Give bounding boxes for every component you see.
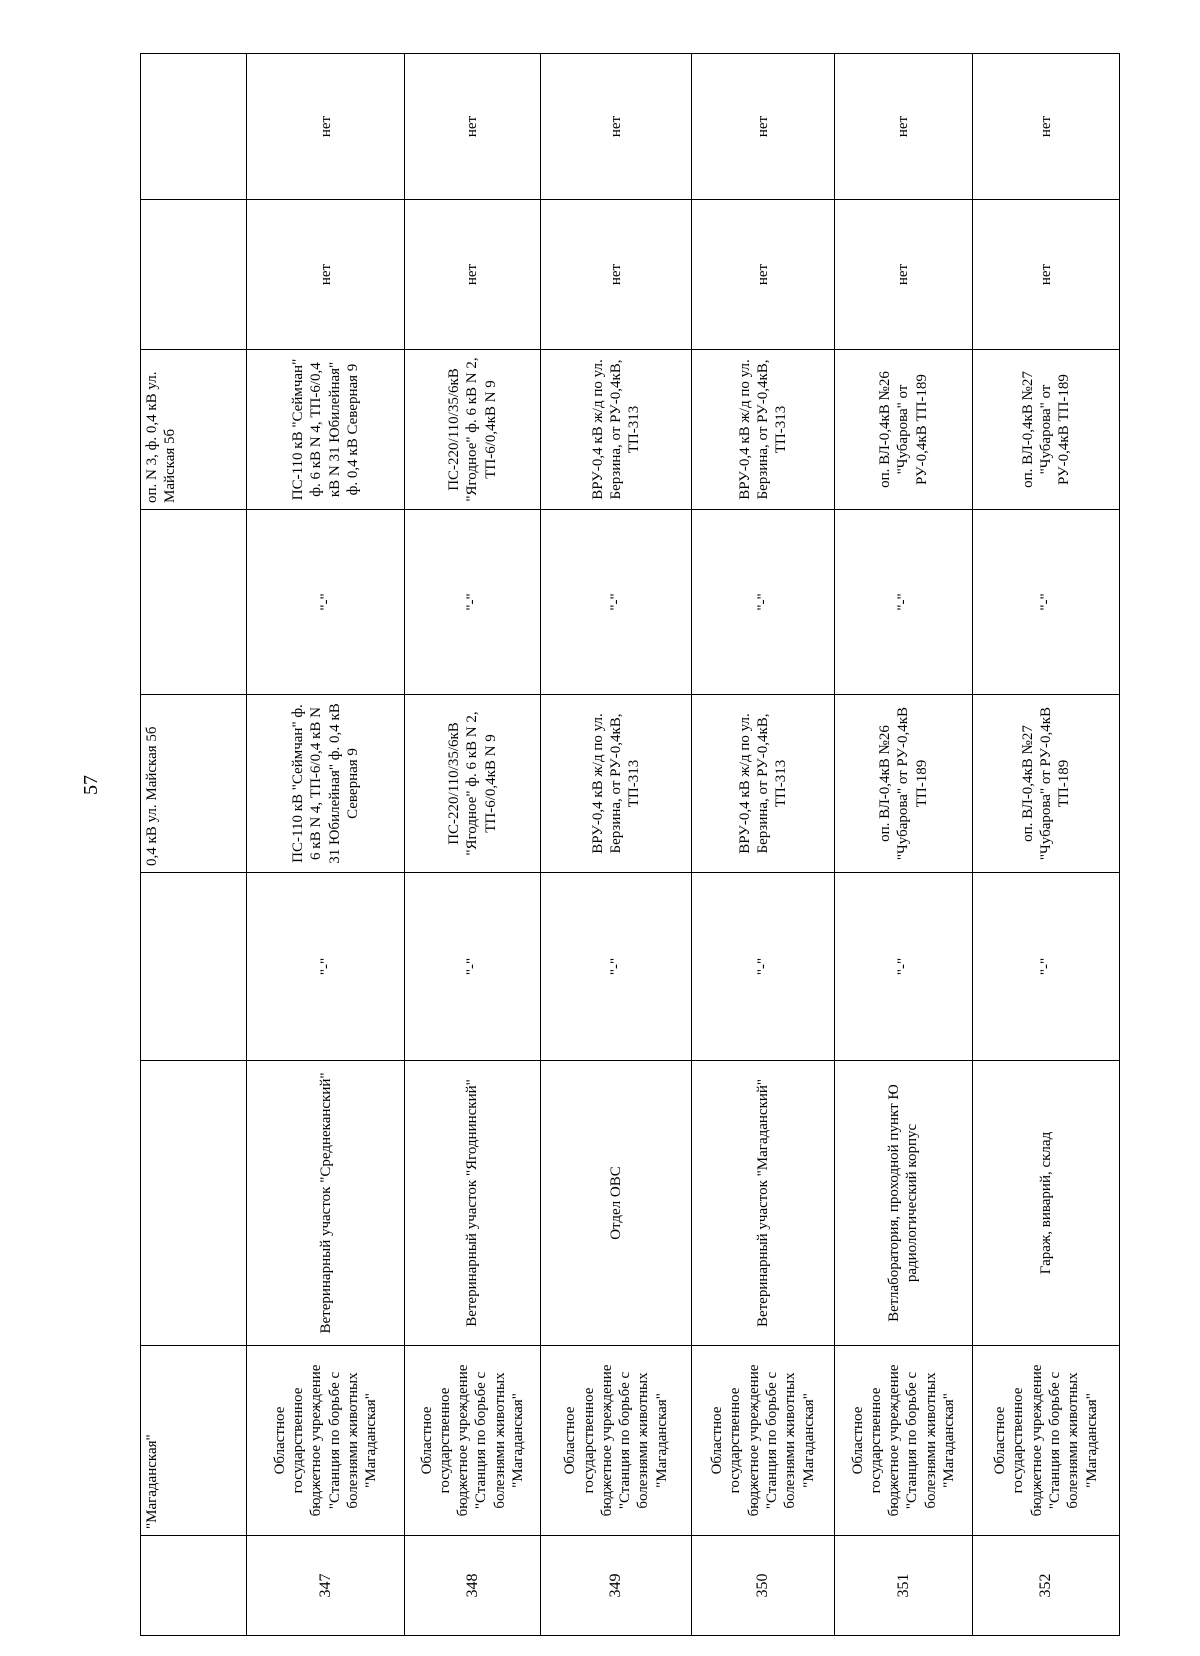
cell-res2: нет [541, 54, 692, 200]
table-row [247, 54, 404, 1636]
table-row [973, 54, 1120, 1636]
cell-object: Ветеринарный участок "Ягоднинский" [404, 1061, 540, 1346]
cell-mark2: "-" [973, 510, 1120, 695]
cell-object: Гараж, виварий, склад [973, 1061, 1120, 1346]
cell-mark1: "-" [404, 873, 540, 1061]
cell-feed2: ВРУ-0,4 кВ ж/д по ул. Берзина, от РУ-0,4кВ, ТП-313 [541, 350, 692, 510]
cell-mark1: "-" [834, 873, 972, 1061]
cell-org: "Магаданская" [141, 1346, 247, 1536]
cell-mark2: "-" [404, 510, 540, 695]
cell-mark2: "-" [692, 510, 835, 695]
cell-feed1: ВРУ-0,4 кВ ж/д по ул. Берзина, от РУ-0,4кВ, ТП-313 [541, 695, 692, 873]
cell-mark1: "-" [541, 873, 692, 1061]
cell-res1: нет [834, 200, 972, 350]
cell-mark1: "-" [247, 873, 404, 1061]
rotated-table-wrapper [140, 54, 1120, 1636]
cell-res2: нет [692, 54, 835, 200]
cell-res1: нет [541, 200, 692, 350]
cell-num: 351 [834, 1536, 972, 1636]
cell-feed2: ВРУ-0,4 кВ ж/д по ул. Берзина, от РУ-0,4кВ, ТП-313 [692, 350, 835, 510]
cell-feed1: ВРУ-0,4 кВ ж/д по ул. Берзина, от РУ-0,4кВ, ТП-313 [692, 695, 835, 873]
cell-org: Областное государственное бюджетное учреждение "Станция по борьбе с болезнями животных "Магаданская" [404, 1346, 540, 1536]
cell-feed1: оп. ВЛ-0,4кВ №26 "Чубарова" от РУ-0,4кВ ТП-189 [834, 695, 972, 873]
cell-feed1: ПС-220/110/35/6кВ "Ягодное" ф. 6 кВ N 2, ТП-6/0,4кВ N 9 [404, 695, 540, 873]
cell-num: 349 [541, 1536, 692, 1636]
cell-res2: нет [404, 54, 540, 200]
cell-org: Областное государственное бюджетное учреждение "Станция по борьбе с болезнями животных "Магаданская" [834, 1346, 972, 1536]
cell-mark1: "-" [973, 873, 1120, 1061]
cell-res1: нет [247, 200, 404, 350]
cell-num: 348 [404, 1536, 540, 1636]
cell-feed2: оп. N 3, ф. 0,4 кВ ул. Майская 5б [141, 350, 247, 510]
cell-res1: нет [692, 200, 835, 350]
cell-feed1: оп. ВЛ-0,4кВ №27 "Чубарова" от РУ-0,4кВ ТП-189 [973, 695, 1120, 873]
cell-org: Областное государственное бюджетное учреждение "Станция по борьбе с болезнями животных "Магаданская" [541, 1346, 692, 1536]
cell-mark1 [141, 873, 247, 1061]
cell-object: Ветеринарный участок "Магаданский" [692, 1061, 835, 1346]
cell-feed2: ПС-220/110/35/6кВ "Ягодное" ф. 6 кВ N 2, ТП-6/0,4кВ N 9 [404, 350, 540, 510]
cell-feed2: оп. ВЛ-0,4кВ №26 "Чубарова" от РУ-0,4кВ ТП-189 [834, 350, 972, 510]
cell-res2 [141, 54, 247, 200]
cell-object: Отдел ОВС [541, 1061, 692, 1346]
cell-object: Ветлаборатория, проходной пункт Ю радиологический корпус [834, 1061, 972, 1346]
cell-mark2: "-" [247, 510, 404, 695]
cell-object [141, 1061, 247, 1346]
table-row [834, 54, 972, 1636]
cell-feed2: ПС-110 кВ "Сеймчан" ф. 6 кВ N 4, ТП-6/0,4 кВ N 31 Юбилейная" ф. 0,4 кВ Северная 9 [247, 350, 404, 510]
table-row [541, 54, 692, 1636]
cell-res2: нет [247, 54, 404, 200]
cell-feed1: ПС-110 кВ "Сеймчан" ф. 6 кВ N 4, ТП-6/0,4 кВ N 31 Юбилейная" ф. 0,4 кВ Северная 9 [247, 695, 404, 873]
power-supply-table [140, 53, 1120, 1636]
cell-res1: нет [973, 200, 1120, 350]
cell-feed2: оп. ВЛ-0,4кВ №27 "Чубарова" от РУ-0,4кВ ТП-189 [973, 350, 1120, 510]
table-row-continuation [141, 54, 247, 1636]
cell-mark2: "-" [834, 510, 972, 695]
cell-feed1: 0,4 кВ ул. Майская 5б [141, 695, 247, 873]
cell-res2: нет [973, 54, 1120, 200]
table-row [692, 54, 835, 1636]
cell-mark1: "-" [692, 873, 835, 1061]
cell-num [141, 1536, 247, 1636]
page-number: 57 [80, 775, 102, 795]
cell-res1: нет [404, 200, 540, 350]
cell-org: Областное государственное бюджетное учреждение "Станция по борьбе с болезнями животных "Магаданская" [692, 1346, 835, 1536]
cell-org: Областное государственное бюджетное учреждение "Станция по борьбе с болезнями животных "Магаданская" [973, 1346, 1120, 1536]
cell-num: 350 [692, 1536, 835, 1636]
cell-mark2 [141, 510, 247, 695]
cell-org: Областное государственное бюджетное учреждение "Станция по борьбе с болезнями животных "Магаданская" [247, 1346, 404, 1536]
cell-object: Ветеринарный участок "Среднеканский" [247, 1061, 404, 1346]
cell-mark2: "-" [541, 510, 692, 695]
cell-res2: нет [834, 54, 972, 200]
cell-num: 347 [247, 1536, 404, 1636]
cell-num: 352 [973, 1536, 1120, 1636]
table-row [404, 54, 540, 1636]
cell-res1 [141, 200, 247, 350]
